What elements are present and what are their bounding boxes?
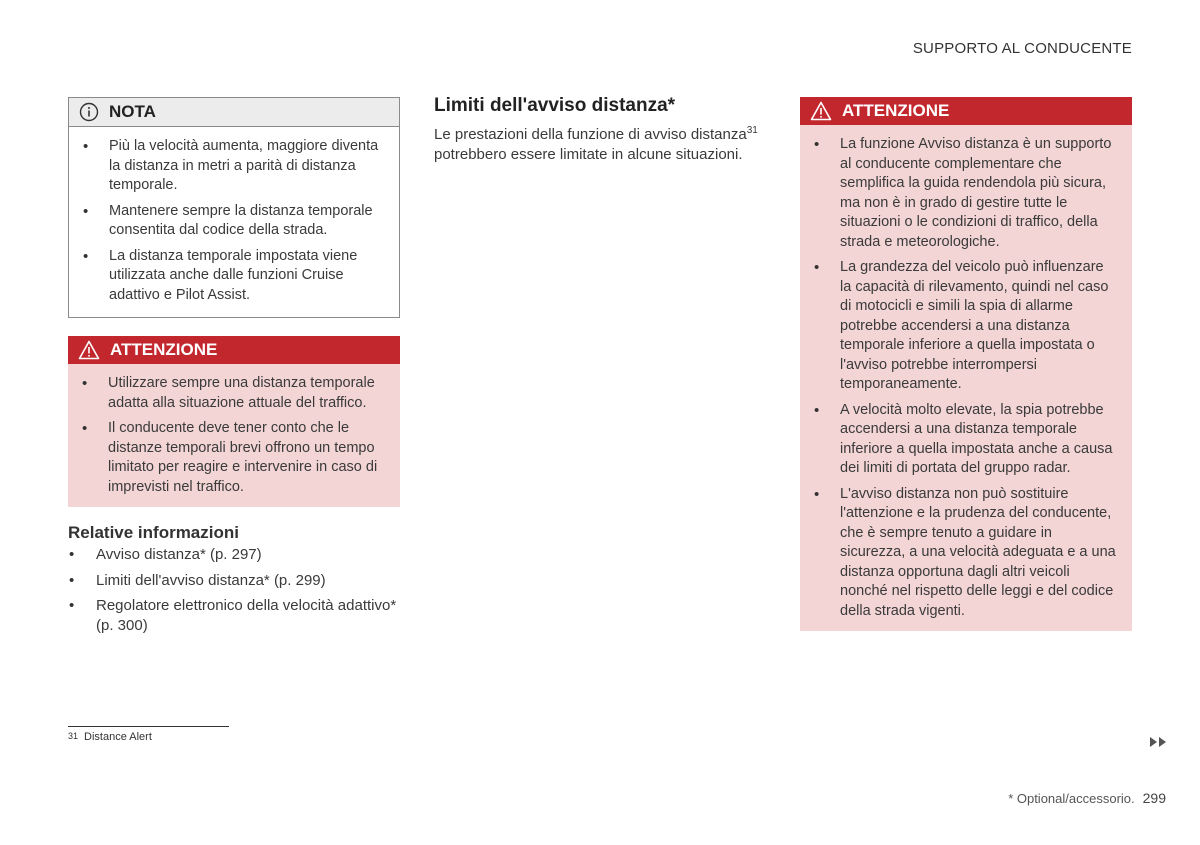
info-icon bbox=[79, 102, 99, 122]
double-arrow-right-icon[interactable] bbox=[1148, 735, 1168, 749]
warning-title: ATTENZIONE bbox=[842, 101, 950, 120]
section-text: Le prestazioni della funzione di avviso distanza bbox=[434, 126, 747, 143]
list-item: • L'avviso distanza non può sostituire l'attenzione e la prudenza del conducente, che è sempre tenuto a guidare in sicurezza, a una velocità adeguata e a una distanza opportuna dagli altri veicoli nonché nel rispetto delle leggi e del codice della strada vigenti. bbox=[800, 485, 1118, 622]
footnote-ref[interactable]: 31 bbox=[746, 125, 758, 136]
warning-triangle-icon bbox=[78, 340, 100, 360]
list-item: • Mantenere sempre la distanza temporale consentita dal codice della strada. bbox=[69, 202, 385, 241]
section-text-end: potrebbero essere limitate in alcune situazioni. bbox=[434, 146, 743, 163]
warning-box-header bbox=[800, 97, 1132, 125]
warning-list bbox=[800, 125, 1132, 631]
note-box-header bbox=[69, 98, 399, 127]
related-title: Relative informazioni bbox=[68, 523, 239, 542]
warning-box-left bbox=[68, 336, 400, 507]
page-footer bbox=[1008, 790, 1166, 806]
footnote-text: Distance Alert bbox=[84, 731, 152, 743]
related-link[interactable]: • Avviso distanza* (p. 297) bbox=[68, 545, 400, 565]
related-info bbox=[68, 523, 400, 635]
left-column bbox=[68, 97, 400, 641]
note-title: NOTA bbox=[109, 102, 156, 121]
footnote bbox=[68, 731, 152, 743]
page-number: 299 bbox=[1142, 790, 1166, 806]
related-link[interactable]: • Regolatore elettronico della velocità adattivo* (p. 300) bbox=[68, 596, 400, 635]
list-item: • La funzione Avviso distanza è un supporto al conducente complementare che semplifica la guida rendendola più sicura, ma non è in grado di gestire tutte le situazioni o le condizioni di traffico, della strada e meteorologiche. bbox=[800, 135, 1118, 252]
warning-list bbox=[68, 364, 400, 507]
note-list bbox=[69, 127, 399, 317]
warning-box-right bbox=[800, 97, 1132, 631]
list-item: • La distanza temporale impostata viene utilizzata anche dalle funzioni Cruise adattivo e Pilot Assist. bbox=[69, 247, 385, 306]
page-header: SUPPORTO AL CONDUCENTE bbox=[912, 40, 1132, 57]
middle-column bbox=[434, 95, 764, 165]
list-item: • Il conducente deve tener conto che le distanze temporali brevi offrono un tempo limitato per reagire e intervenire in caso di imprevisti nel traffico. bbox=[68, 419, 386, 497]
right-column bbox=[800, 97, 1132, 631]
section-body bbox=[434, 125, 764, 165]
optional-note: * Optional/accessorio. bbox=[1008, 791, 1135, 806]
warning-box-header bbox=[68, 336, 400, 364]
list-item: • Più la velocità aumenta, maggiore diventa la distanza in metri a parità di distanza temporale. bbox=[69, 137, 385, 196]
warning-triangle-icon bbox=[810, 101, 832, 121]
related-list bbox=[68, 545, 400, 635]
section-title: Limiti dell'avviso distanza* bbox=[434, 95, 676, 116]
list-item: • A velocità molto elevate, la spia potrebbe accendersi a una distanza temporale inferiore a quella impostata anche a causa dei limiti di portata del gruppo radar. bbox=[800, 401, 1118, 479]
footnote-number: 31 bbox=[68, 731, 79, 741]
list-item: • La grandezza del veicolo può influenzare la capacità di rilevamento, quindi nel caso di motocicli e simili la spia di allarme potrebbe accendersi a una distanza temporale inferiore a quella impostata o l'avviso potrebbe interrompersi temporaneamente. bbox=[800, 258, 1118, 395]
footnote-rule bbox=[68, 726, 229, 727]
note-box bbox=[68, 97, 400, 318]
related-link[interactable]: • Limiti dell'avviso distanza* (p. 299) bbox=[68, 571, 400, 591]
warning-title: ATTENZIONE bbox=[110, 340, 218, 359]
list-item: • Utilizzare sempre una distanza temporale adatta alla situazione attuale del traffico. bbox=[68, 374, 386, 413]
